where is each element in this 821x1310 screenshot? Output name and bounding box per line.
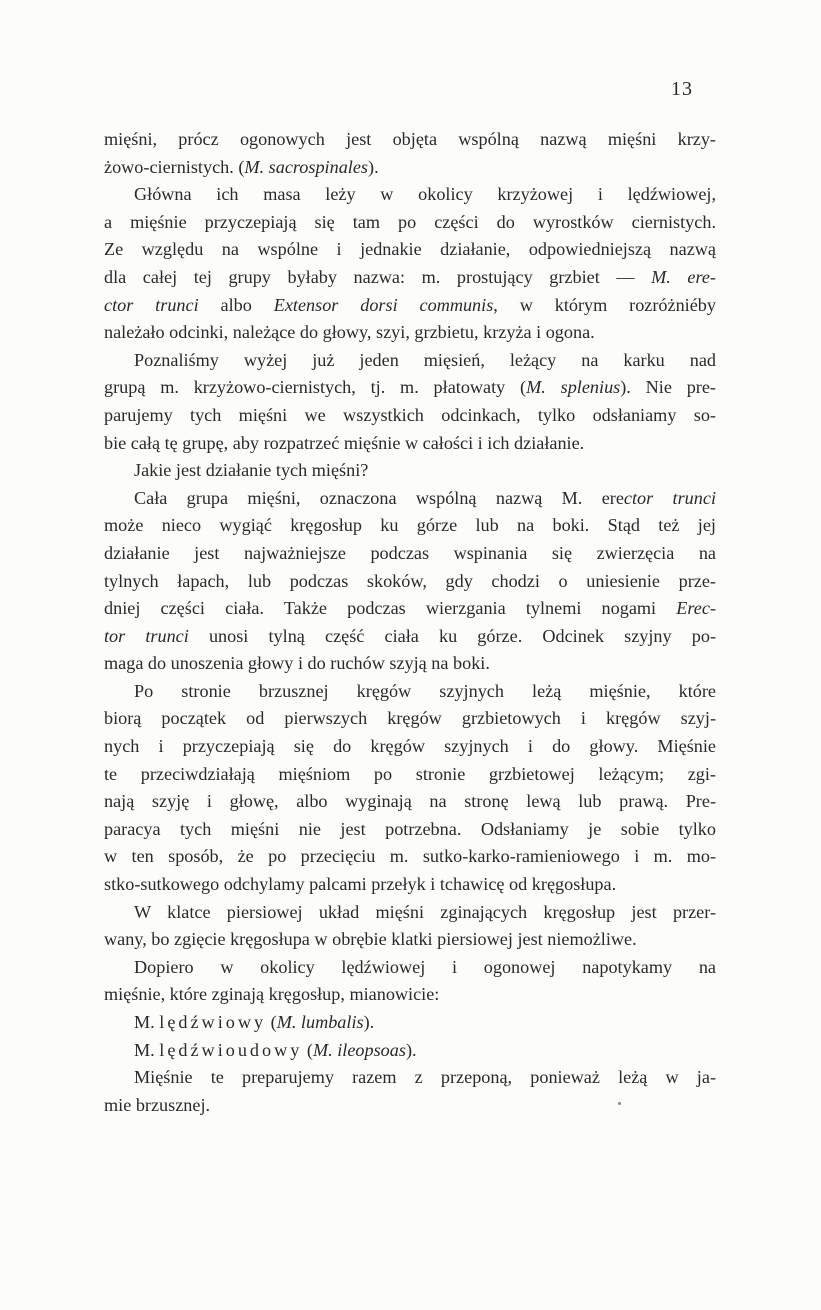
text-line: Jakie jest działanie tych mięśni? (134, 460, 369, 481)
print-speck (618, 1102, 621, 1105)
text-line: a mięśnie przyczepiają się tam po części do wyrostków ciernistych. (104, 211, 716, 232)
text-line: paracya tych mięśni nie jest potrzebna. Odsłaniamy je sobie tylko (104, 818, 716, 839)
text-line: mięśnie, które zginają kręgosłup, mianowicie: (104, 984, 440, 1005)
text-line: Cała grupa mięśni, oznaczona wspólną nazwą M. erector trunci (134, 487, 716, 508)
text-line: żowo-ciernistych. (M. sacrospinales). (104, 156, 379, 177)
text-line: M. lędźwioudowy (M. ileopsoas). (134, 1039, 417, 1060)
text-line: mie brzusznej. (104, 1094, 211, 1115)
text-line: M. lędźwiowy (M. lumbalis). (134, 1012, 375, 1032)
text-line: maga do unoszenia głowy i do ruchów szyją na boki. (104, 653, 490, 674)
text-line: W klatce piersiowej układ mięśni zginających kręgosłup jest przer- (134, 901, 716, 922)
text-line: biorą początek od pierwszych kręgów grzbietowych i kręgów szyj- (104, 708, 716, 729)
text-line: Ze względu na wspólne i jednakie działanie, odpowiedniejszą nazwą (104, 239, 716, 260)
text-line: Dopiero w okolicy lędźwiowej i ogonowej napotykamy na (134, 956, 716, 977)
text-line: tor trunci unosi tylną część ciała ku górze. Odcinek szyjny po- (104, 625, 716, 646)
text-line: dla całej tej grupy byłaby nazwa: m. prostujący grzbiet — M. ere- (104, 266, 716, 287)
text-line: nają szyję i głowę, albo wyginają na stronę lewą lub prawą. Pre- (104, 791, 716, 812)
text-line: Po stronie brzusznej kręgów szyjnych leżą mięśnie, które (134, 680, 716, 701)
text-line: Główna ich masa leży w okolicy krzyżowej i lędźwiowej, (134, 184, 716, 205)
text-line: może nieco wygiąć kręgosłup ku górze lub na boki. Stąd też jej (104, 515, 716, 536)
text-line: Poznaliśmy wyżej już jeden mięsień, leżący na karku nad (134, 349, 716, 370)
text-line: parujemy tych mięśni we wszystkich odcinkach, tylko odsłaniamy so- (104, 404, 716, 425)
text-line: wany, bo zgięcie kręgosłupa w obrębie klatki piersiowej jest niemożliwe. (104, 929, 637, 950)
text-line: bie całą tę grupę, aby rozpatrzeć mięśnie w całości i ich działanie. (104, 432, 585, 453)
body-text (104, 126, 716, 1119)
text-line: dniej części ciała. Także podczas wierzgania tylnemi nogami Erec- (104, 598, 716, 619)
text-line: grupą m. krzyżowo-ciernistych, tj. m. płatowaty (M. splenius). Nie pre- (104, 377, 716, 398)
text-line: należało odcinki, należące do głowy, szyi, grzbietu, krzyża i ogona. (104, 322, 595, 343)
text-line: mięśni, prócz ogonowych jest objęta wspólną nazwą mięśni krzy- (104, 129, 716, 149)
text-line: ctor trunci albo Extensor dorsi communis, w którym rozróżniéby (104, 294, 716, 315)
text-line: te przeciwdziałają mięśniom po stronie grzbietowej leżącym; zgi- (104, 763, 716, 784)
text-line: nych i przyczepiają się do kręgów szyjnych i do głowy. Mięśnie (104, 736, 716, 757)
text-line: w ten sposób, że po przecięciu m. sutko-karko-ramieniowego i m. mo- (104, 846, 716, 867)
text-line: działanie jest najważniejsze podczas wspinania się zwierzęcia na (104, 542, 716, 563)
text-line: stko-sutkowego odchylamy palcami przełyk i tchawicę od kręgosłupa. (104, 874, 617, 895)
text-line: tylnych łapach, lub podczas skoków, gdy chodzi o uniesienie prze- (104, 570, 716, 591)
text-line: Mięśnie te preparujemy razem z przeponą, ponieważ leżą w ja- (134, 1067, 716, 1088)
page-number: 13 (671, 78, 693, 100)
